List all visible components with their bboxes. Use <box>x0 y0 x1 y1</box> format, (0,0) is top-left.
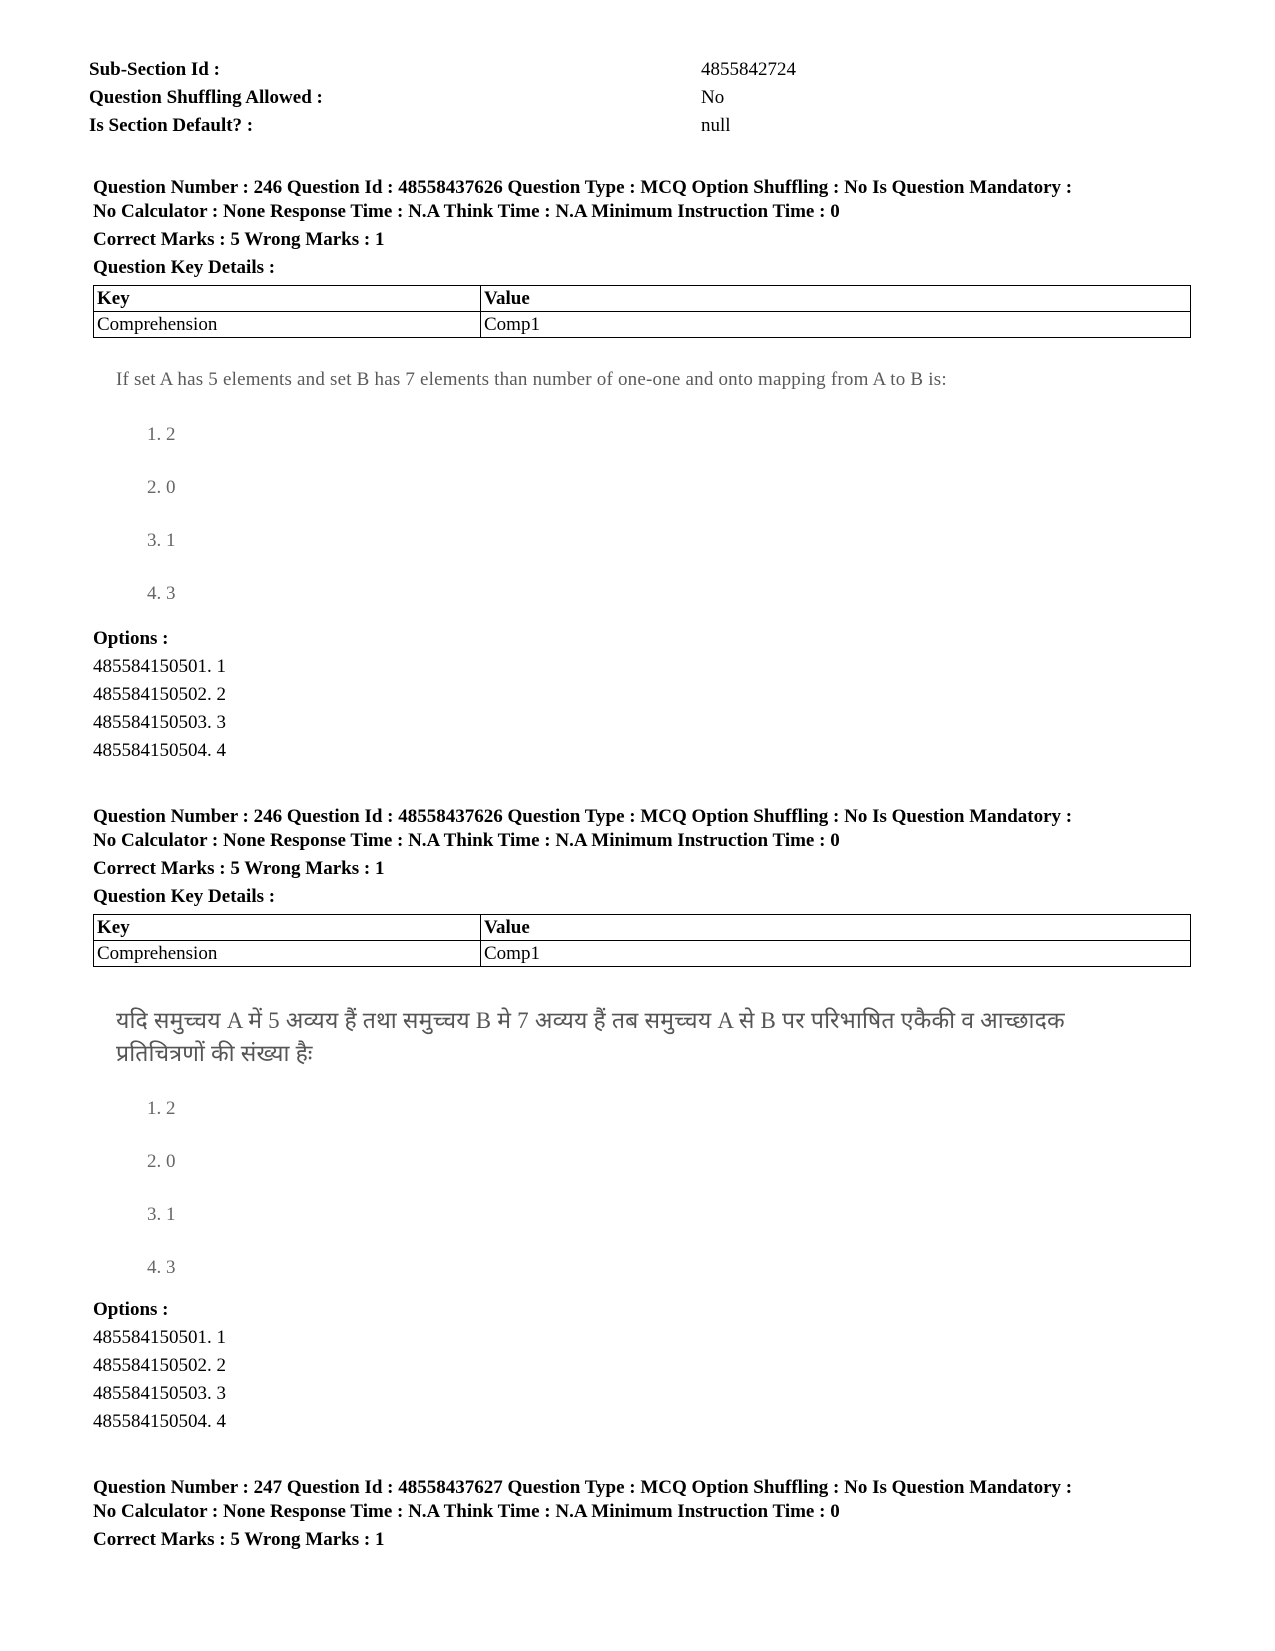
key-cell: Comprehension <box>94 312 481 338</box>
question-text: If set A has 5 elements and set B has 7 elements than number of one-one and onto mapping from A to B is: <box>116 369 947 390</box>
choice-3: 3. 1 <box>147 1204 176 1225</box>
marks-line: Correct Marks : 5 Wrong Marks : 1 <box>93 1529 385 1550</box>
choice-2: 2. 0 <box>147 477 176 498</box>
question-info-line2: No Calculator : None Response Time : N.A Think Time : N.A Minimum Instruction Time : 0 <box>93 201 840 222</box>
section-default-value: null <box>701 115 731 136</box>
choice-4: 4. 3 <box>147 583 176 604</box>
question-text-hindi-line1: यदि समुच्चय A में 5 अव्यय हैं तथा समुच्चय B मे 7 अव्यय हैं तब समुच्चय A से B पर परिभाषित एकैकी व आच्छादक <box>116 1008 1065 1033</box>
value-header: Value <box>481 915 1191 941</box>
value-header: Value <box>481 286 1191 312</box>
choice-3: 3. 1 <box>147 530 176 551</box>
key-header: Key <box>94 915 481 941</box>
marks-line: Correct Marks : 5 Wrong Marks : 1 <box>93 858 385 879</box>
subsection-id-label: Sub-Section Id : <box>89 59 220 80</box>
choice-1: 1. 2 <box>147 424 176 445</box>
key-header: Key <box>94 286 481 312</box>
option-row: 485584150502. 2 <box>93 684 226 705</box>
option-row: 485584150504. 4 <box>93 1411 226 1432</box>
option-row: 485584150503. 3 <box>93 1383 226 1404</box>
question-info-line2: No Calculator : None Response Time : N.A Think Time : N.A Minimum Instruction Time : 0 <box>93 1501 840 1522</box>
question-info-line1: Question Number : 246 Question Id : 48558437626 Question Type : MCQ Option Shuffling : No Is Question Mandatory : <box>93 806 1073 827</box>
key-table <box>93 285 1191 338</box>
key-table <box>93 914 1191 967</box>
value-cell: Comp1 <box>481 941 1191 967</box>
option-row: 485584150503. 3 <box>93 712 226 733</box>
question-info-line1: Question Number : 246 Question Id : 48558437626 Question Type : MCQ Option Shuffling : No Is Question Mandatory : <box>93 177 1073 198</box>
option-row: 485584150504. 4 <box>93 740 226 761</box>
choice-1: 1. 2 <box>147 1098 176 1119</box>
value-cell: Comp1 <box>481 312 1191 338</box>
options-label: Options : <box>93 1299 169 1320</box>
options-label: Options : <box>93 628 169 649</box>
option-row: 485584150502. 2 <box>93 1355 226 1376</box>
key-details-label: Question Key Details : <box>93 257 276 278</box>
question-shuffling-value: No <box>701 87 725 108</box>
question-shuffling-label: Question Shuffling Allowed : <box>89 87 323 108</box>
option-row: 485584150501. 1 <box>93 656 226 677</box>
section-default-label: Is Section Default? : <box>89 115 254 136</box>
option-row: 485584150501. 1 <box>93 1327 226 1348</box>
choice-2: 2. 0 <box>147 1151 176 1172</box>
question-info-line2: No Calculator : None Response Time : N.A Think Time : N.A Minimum Instruction Time : 0 <box>93 830 840 851</box>
choice-4: 4. 3 <box>147 1257 176 1278</box>
key-details-label: Question Key Details : <box>93 886 276 907</box>
marks-line: Correct Marks : 5 Wrong Marks : 1 <box>93 229 385 250</box>
subsection-id-value: 4855842724 <box>701 59 796 80</box>
question-info-line1: Question Number : 247 Question Id : 48558437627 Question Type : MCQ Option Shuffling : No Is Question Mandatory : <box>93 1477 1073 1498</box>
question-text-hindi-line2: प्रतिचित्रणों की संख्या हैः <box>116 1041 313 1066</box>
key-cell: Comprehension <box>94 941 481 967</box>
